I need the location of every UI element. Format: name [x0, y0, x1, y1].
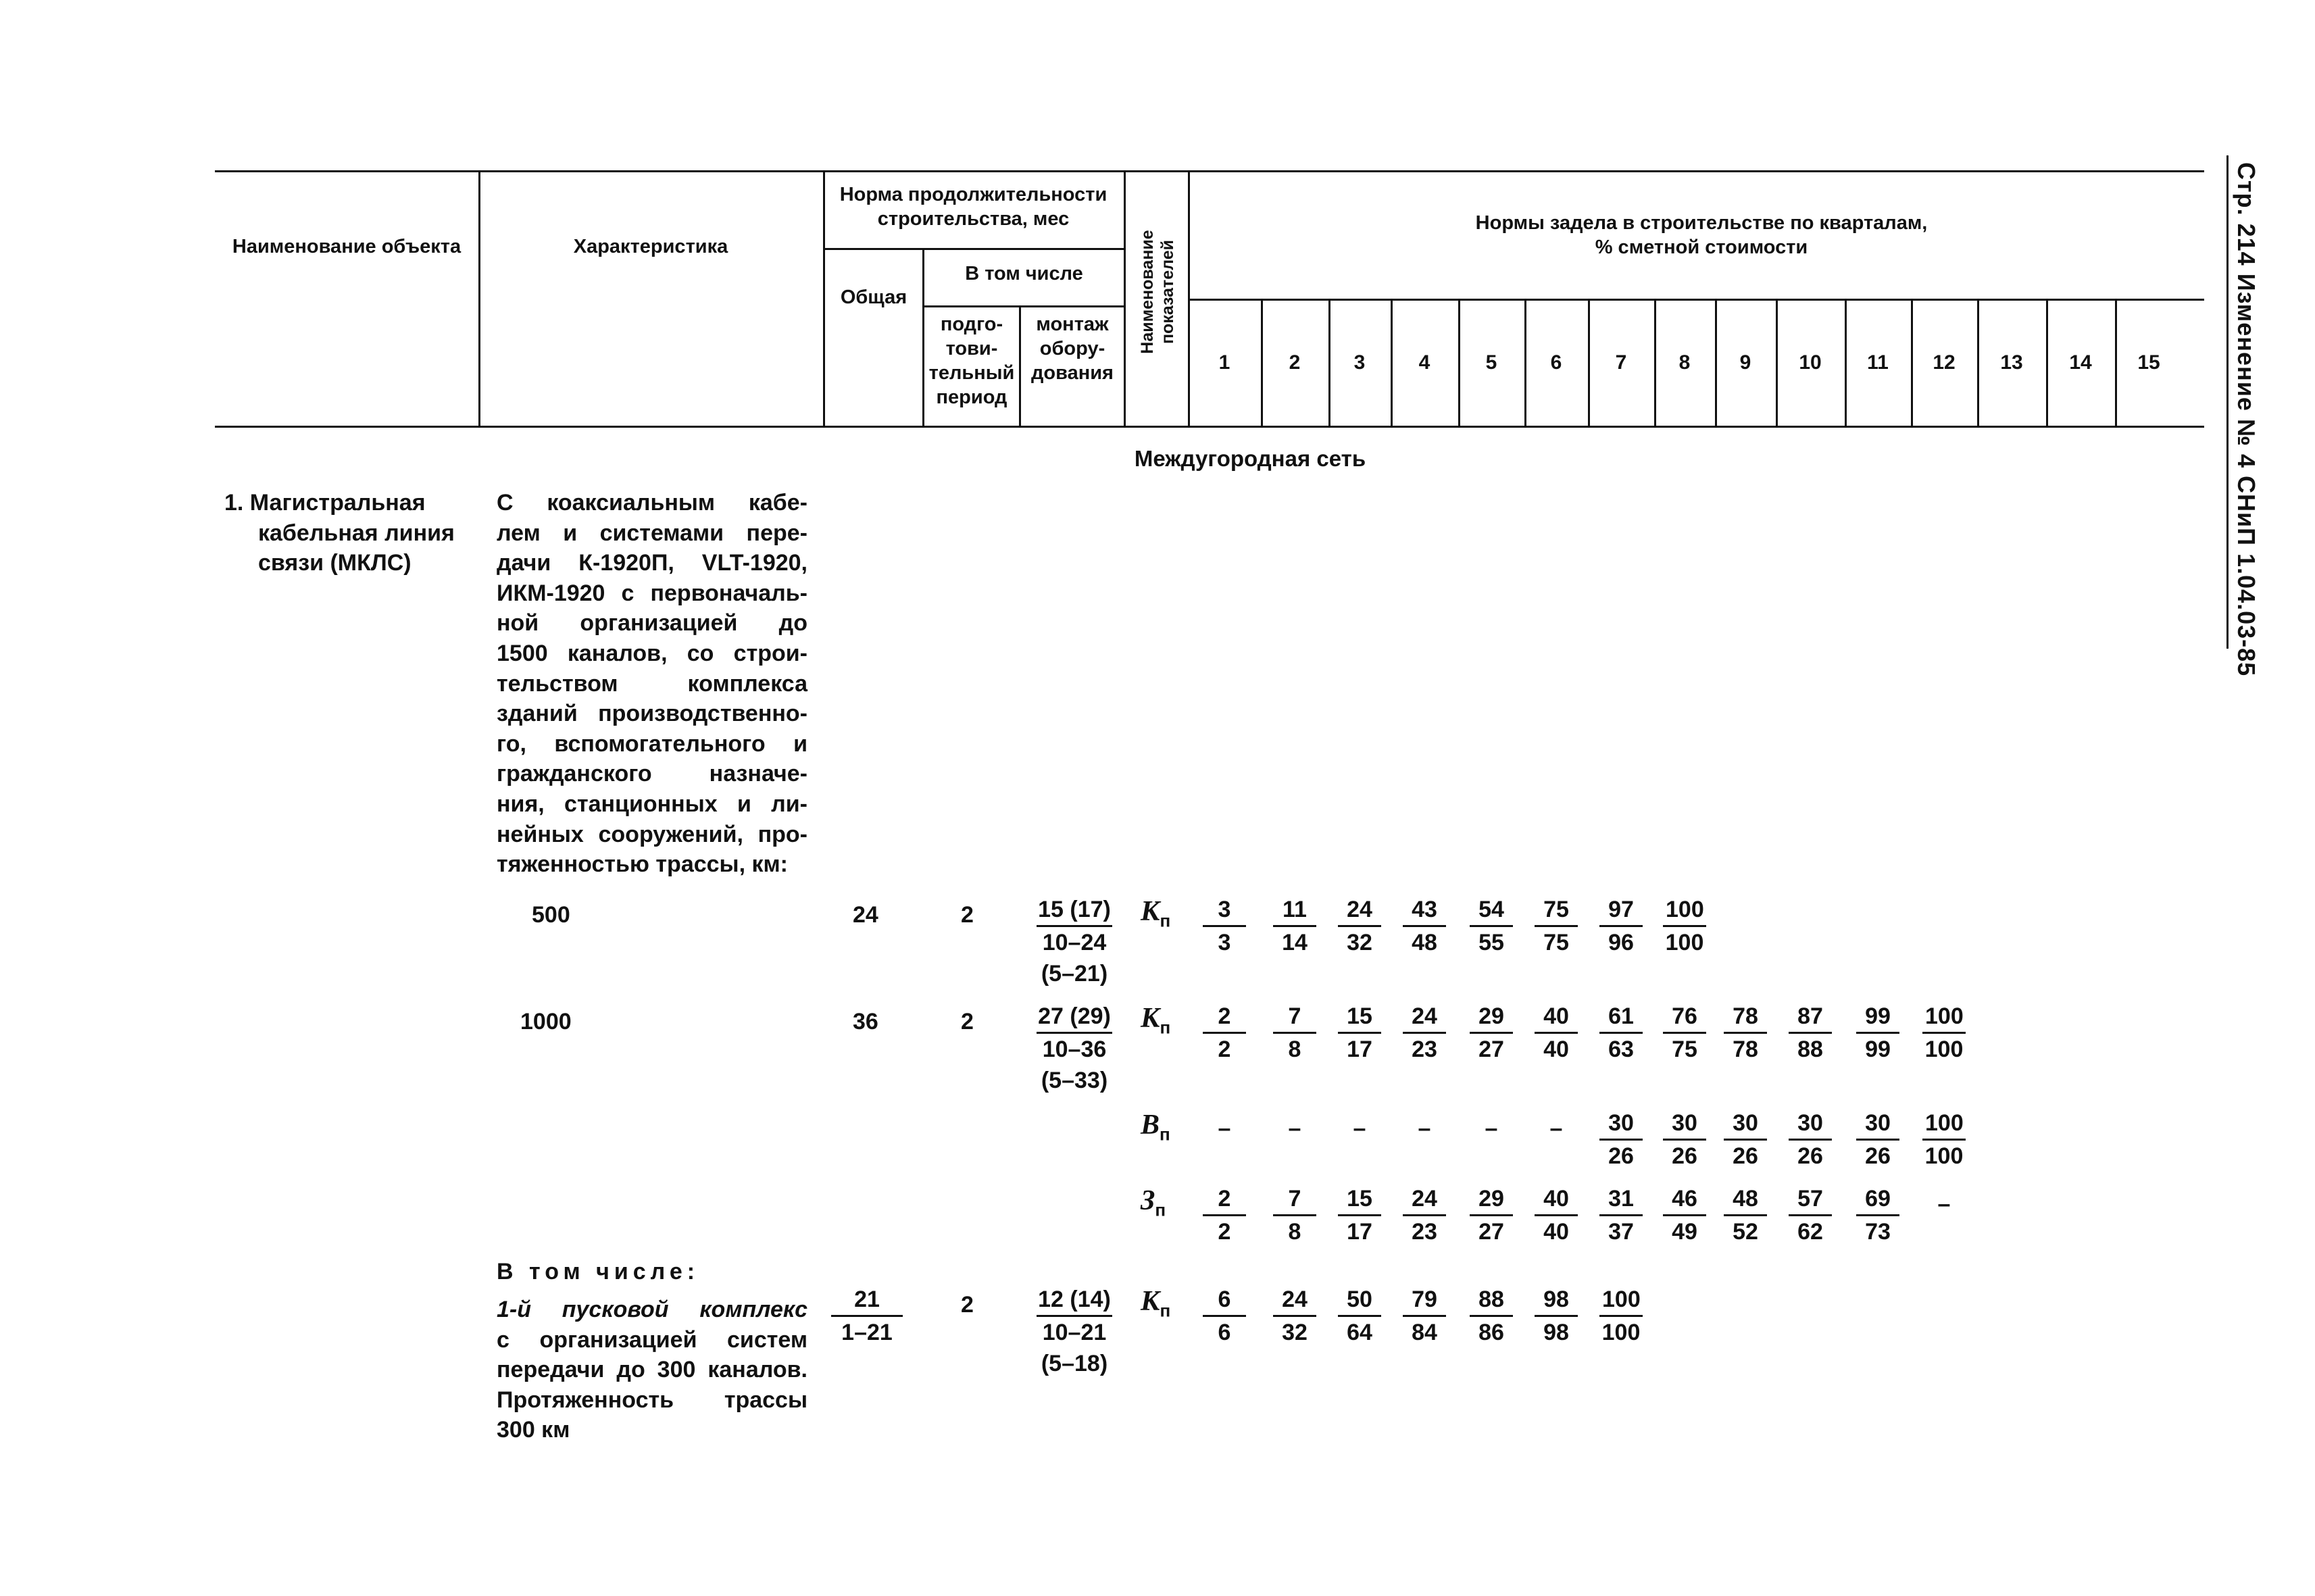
fraction-numerator: 2 — [1203, 1183, 1246, 1216]
characteristic-line: ИКМ-1920 с первоначаль- — [497, 580, 807, 606]
mount-duration — [1020, 1284, 1128, 1379]
fraction-numerator: 40 — [1535, 1001, 1578, 1034]
quarter-number: 15 — [2137, 351, 2160, 374]
indicator-subscript: п — [1155, 1199, 1166, 1220]
side-running-title — [2199, 162, 2260, 677]
side-rule — [2226, 155, 2229, 649]
fraction-denominator: 52 — [1733, 1219, 1758, 1245]
fraction-numerator: 98 — [1535, 1284, 1578, 1317]
indicator-label: $К_п$ — [1141, 1003, 1171, 1038]
fraction — [1395, 1284, 1454, 1348]
indicator-subscript: п — [1160, 910, 1171, 931]
fraction — [1781, 1107, 1840, 1172]
fraction-denominator: 63 — [1608, 1037, 1634, 1062]
fraction-denominator: 62 — [1797, 1219, 1823, 1245]
fraction — [1848, 1107, 1908, 1172]
fraction — [1462, 1284, 1521, 1348]
fraction-denominator: 26 — [1672, 1143, 1697, 1169]
characteristic-line: тельством комплекса — [497, 670, 807, 697]
fraction — [1462, 894, 1521, 958]
characteristic-line: лем и системами пере- — [497, 520, 807, 546]
fraction — [1265, 1001, 1324, 1065]
mount-top: 12 (14) — [1037, 1284, 1112, 1317]
fraction — [1848, 1183, 1908, 1247]
fraction-denominator: 26 — [1608, 1143, 1634, 1169]
prep-duration: 2 — [961, 902, 974, 928]
fraction-denominator: 32 — [1282, 1320, 1308, 1345]
fraction — [1781, 1183, 1840, 1247]
fraction-denominator: 75 — [1543, 930, 1569, 955]
fraction-denominator: 6 — [1218, 1320, 1231, 1345]
fraction — [1848, 1001, 1908, 1065]
fraction-numerator: 24 — [1273, 1284, 1316, 1317]
fraction-numerator: 61 — [1599, 1001, 1643, 1034]
fraction — [1914, 1001, 1974, 1065]
fraction — [1716, 1183, 1775, 1247]
table-header — [215, 170, 2204, 427]
fraction — [1395, 1183, 1454, 1247]
fraction-denominator: 98 — [1543, 1320, 1569, 1345]
mount-duration — [1020, 894, 1128, 989]
indicator-label: $В_п$ — [1141, 1109, 1170, 1145]
fraction — [1462, 1183, 1521, 1247]
fraction-denominator: 55 — [1478, 930, 1504, 955]
fraction-numerator: 24 — [1403, 1183, 1446, 1216]
fraction-numerator: 69 — [1856, 1183, 1899, 1216]
indicator-subscript: п — [1160, 1124, 1170, 1145]
fraction-denominator: 40 — [1543, 1219, 1569, 1245]
fraction — [1591, 894, 1651, 958]
quarter-number: 12 — [1933, 351, 1956, 374]
fraction-denominator: 84 — [1412, 1320, 1437, 1345]
fraction-numerator: 48 — [1724, 1183, 1767, 1216]
fraction-denominator: 32 — [1347, 930, 1372, 955]
fraction-numerator: 6 — [1203, 1284, 1246, 1317]
header-indicators: Наименование показателей — [1138, 230, 1177, 354]
total-duration: 24 — [853, 902, 878, 928]
fraction — [1195, 894, 1254, 958]
col-divider — [1124, 170, 1126, 427]
fraction-denominator: 14 — [1282, 930, 1308, 955]
fraction-numerator: 15 — [1338, 1001, 1381, 1034]
quarter-number: 9 — [1739, 351, 1751, 374]
fraction-numerator: 43 — [1403, 894, 1446, 927]
quarter-number: 13 — [2000, 351, 2023, 374]
fraction — [1526, 1284, 1586, 1348]
including-label: В том числе: — [497, 1259, 700, 1285]
fraction-denominator: 3 — [1218, 930, 1231, 955]
fraction-denominator: 78 — [1733, 1037, 1758, 1062]
fraction — [1265, 1284, 1324, 1348]
header-mount: монтаж обору- дования — [1031, 314, 1114, 384]
quarter-number: 8 — [1678, 351, 1691, 374]
fraction — [1591, 1284, 1651, 1348]
characteristic-line: нейных сооружений, про- — [497, 821, 807, 847]
characteristic-line: С коаксиальным кабе- — [497, 490, 807, 516]
fraction-numerator: 54 — [1470, 894, 1513, 927]
col-divider — [478, 170, 480, 427]
fraction-denominator: 26 — [1865, 1143, 1891, 1169]
fraction — [1395, 894, 1454, 958]
sub-object-line: 1-й пусковой комплекс — [497, 1297, 807, 1322]
fraction — [1330, 1001, 1389, 1065]
fraction-denominator: 49 — [1672, 1219, 1697, 1245]
fraction — [1655, 1001, 1714, 1065]
fraction-numerator: 30 — [1789, 1107, 1832, 1141]
fraction-denominator: 2 — [1218, 1219, 1231, 1245]
fraction-numerator: 99 — [1856, 1001, 1899, 1034]
fraction — [1195, 1183, 1254, 1247]
fraction-denominator: 37 — [1608, 1219, 1634, 1245]
fraction — [1265, 894, 1324, 958]
dash-value: – — [1353, 1116, 1366, 1141]
fraction — [1591, 1183, 1651, 1247]
sub-object-line: Протяженность трассы — [497, 1387, 807, 1413]
dash-value: – — [1218, 1116, 1231, 1141]
section-title: Междугородная сеть — [1134, 446, 1366, 471]
fraction-denominator: 88 — [1797, 1037, 1823, 1062]
mount-extra: (5–33) — [1041, 1068, 1108, 1093]
fraction-numerator: 30 — [1724, 1107, 1767, 1141]
fraction-numerator: 76 — [1663, 1001, 1706, 1034]
dash-value: – — [1549, 1116, 1563, 1141]
fraction-denominator: 23 — [1412, 1219, 1437, 1245]
prep-duration: 2 — [961, 1009, 974, 1034]
fraction-numerator: 100 — [1922, 1107, 1966, 1141]
quarter-number: 10 — [1799, 351, 1822, 374]
header-top-rule — [215, 170, 2204, 172]
indicator-label: $З_п$ — [1141, 1185, 1166, 1220]
route-length: 1000 — [520, 1009, 572, 1034]
characteristic-line: гражданского назначе- — [497, 761, 807, 787]
fraction-numerator: 3 — [1203, 894, 1246, 927]
fraction-numerator: 78 — [1724, 1001, 1767, 1034]
quarter-number: 14 — [2069, 351, 2092, 374]
fraction-numerator: 29 — [1470, 1001, 1513, 1034]
characteristic-line: го, вспомогательного и — [497, 730, 807, 757]
fraction — [1781, 1001, 1840, 1065]
dash-value: – — [1288, 1116, 1301, 1141]
col-divider — [823, 170, 825, 427]
characteristic-line: 1500 каналов, со строи- — [497, 640, 807, 666]
indicator-label: $К_п$ — [1141, 896, 1171, 931]
header-total: Общая — [840, 286, 907, 308]
fraction-denominator: 86 — [1478, 1320, 1504, 1345]
object-name — [224, 488, 468, 578]
header-duration: Норма продолжительности строительства, мес — [839, 184, 1107, 230]
sub-object-line: передачи до 300 каналов. — [497, 1357, 807, 1383]
header-prep: подго- тови- тельный период — [928, 314, 1015, 408]
fraction — [1591, 1107, 1651, 1172]
header-characteristic: Характеристика — [573, 236, 728, 257]
characteristic-line: дачи К-1920П, VLT-1920, — [497, 550, 807, 576]
fraction — [1655, 894, 1714, 958]
quarter-number: 1 — [1218, 351, 1230, 374]
fraction-denominator: 75 — [1672, 1037, 1697, 1062]
quarter-number: 4 — [1418, 351, 1430, 374]
fraction-denominator: 100 — [1924, 1037, 1964, 1062]
fraction — [1195, 1001, 1254, 1065]
fraction-denominator: 27 — [1478, 1037, 1504, 1062]
total-duration: 36 — [853, 1009, 878, 1034]
fraction-numerator: 100 — [1922, 1001, 1966, 1034]
characteristic-line: ной организацией до — [497, 610, 807, 637]
header-including: В том числе — [965, 263, 1083, 284]
fraction-denominator: 8 — [1288, 1219, 1301, 1245]
characteristic-line: тяженностью трассы, км: — [497, 851, 788, 878]
fraction-numerator: 15 — [1338, 1183, 1381, 1216]
prep-duration: 2 — [961, 1292, 974, 1318]
characteristic-line: ния, станционных и ли- — [497, 791, 807, 817]
header-name: Наименование объекта — [232, 236, 462, 257]
fraction — [1330, 1284, 1389, 1348]
mount-top: 15 (17) — [1037, 894, 1112, 927]
fraction — [1330, 894, 1389, 958]
quarter-number: 7 — [1615, 351, 1627, 374]
fraction-numerator: 40 — [1535, 1183, 1578, 1216]
fraction — [1265, 1183, 1324, 1247]
fraction-denominator: 100 — [1601, 1320, 1641, 1345]
fraction — [1591, 1001, 1651, 1065]
object-name-line: 1. Магистральная — [224, 490, 426, 516]
fraction-denominator: 1–21 — [841, 1320, 893, 1345]
quarter-cells — [1188, 299, 2204, 427]
fraction-numerator: 100 — [1663, 894, 1706, 927]
fraction-numerator: 7 — [1273, 1183, 1316, 1216]
quarter-number: 6 — [1550, 351, 1562, 374]
fraction-numerator: 88 — [1470, 1284, 1513, 1317]
fraction-denominator: 96 — [1608, 930, 1634, 955]
fraction — [1716, 1001, 1775, 1065]
fraction — [1526, 1183, 1586, 1247]
sub-object-line: 300 км — [497, 1417, 570, 1443]
fraction-denominator: 27 — [1478, 1219, 1504, 1245]
fraction-numerator: 2 — [1203, 1001, 1246, 1034]
side-title-text: Стр. 214 Изменение № 4 СНиП 1.04.03-85 — [2233, 162, 2260, 677]
fraction — [1526, 894, 1586, 958]
fraction-numerator: 75 — [1535, 894, 1578, 927]
fraction-numerator: 50 — [1338, 1284, 1381, 1317]
mount-bottom: 10–36 — [1042, 1037, 1107, 1062]
fraction-denominator: 23 — [1412, 1037, 1437, 1062]
quarter-number: 2 — [1289, 351, 1301, 374]
fraction-denominator: 73 — [1865, 1219, 1891, 1245]
dash-value: – — [1937, 1191, 1951, 1217]
indicator-subscript: п — [1160, 1300, 1171, 1321]
object-name-line: связи (МКЛС) — [258, 550, 412, 576]
fraction-numerator: 31 — [1599, 1183, 1643, 1216]
fraction — [1716, 1107, 1775, 1172]
dash-value: – — [1485, 1116, 1498, 1141]
fraction-denominator: 2 — [1218, 1037, 1231, 1062]
dash-value: – — [1418, 1116, 1431, 1141]
fraction-numerator: 79 — [1403, 1284, 1446, 1317]
fraction-numerator: 11 — [1273, 894, 1316, 927]
fraction-numerator: 29 — [1470, 1183, 1513, 1216]
fraction — [1395, 1001, 1454, 1065]
fraction — [1526, 1001, 1586, 1065]
fraction-numerator: 24 — [1403, 1001, 1446, 1034]
quarter-number: 11 — [1867, 351, 1889, 374]
mount-top: 27 (29) — [1037, 1001, 1112, 1034]
object-name-line: кабельная линия — [258, 520, 455, 546]
fraction — [1462, 1001, 1521, 1065]
object-characteristic — [497, 488, 807, 880]
fraction-numerator: 7 — [1273, 1001, 1316, 1034]
mount-extra: (5–21) — [1041, 961, 1108, 987]
mount-bottom: 10–24 — [1042, 930, 1107, 955]
mount-bottom: 10–21 — [1042, 1320, 1107, 1345]
fraction-denominator: 48 — [1412, 930, 1437, 955]
fraction-numerator: 30 — [1599, 1107, 1643, 1141]
fraction-denominator: 40 — [1543, 1037, 1569, 1062]
fraction-numerator: 87 — [1789, 1001, 1832, 1034]
quarter-number: 5 — [1485, 351, 1497, 374]
sub-object-line: с организацией систем — [497, 1326, 807, 1353]
fraction-numerator: 97 — [1599, 894, 1643, 927]
fraction-denominator: 26 — [1797, 1143, 1823, 1169]
duration-rule — [823, 248, 1124, 250]
header-backlog: Нормы задела в строительстве по кварталам, % сметной стоимости — [1475, 212, 1928, 258]
route-length: 500 — [532, 902, 570, 928]
characteristic-line: зданий производственно- — [497, 701, 807, 727]
fraction-numerator: 24 — [1338, 894, 1381, 927]
indicator-label: $К_п$ — [1141, 1286, 1171, 1321]
fraction-numerator: 21 — [831, 1284, 903, 1317]
mount-extra: (5–18) — [1041, 1351, 1108, 1376]
fraction — [823, 1284, 911, 1348]
fraction-numerator: 57 — [1789, 1183, 1832, 1216]
fraction-denominator: 17 — [1347, 1219, 1372, 1245]
fraction-denominator: 17 — [1347, 1037, 1372, 1062]
fraction-numerator: 30 — [1663, 1107, 1706, 1141]
including-rule — [922, 305, 1124, 307]
fraction-denominator: 100 — [1665, 930, 1704, 955]
fraction — [1330, 1183, 1389, 1247]
fraction — [1914, 1107, 1974, 1172]
fraction-numerator: 100 — [1599, 1284, 1643, 1317]
fraction — [1655, 1107, 1714, 1172]
fraction-denominator: 99 — [1865, 1037, 1891, 1062]
fraction-numerator: 46 — [1663, 1183, 1706, 1216]
fraction-denominator: 26 — [1733, 1143, 1758, 1169]
fraction-denominator: 8 — [1288, 1037, 1301, 1062]
indicator-subscript: п — [1160, 1017, 1171, 1038]
fraction — [1655, 1183, 1714, 1247]
fraction-numerator: 30 — [1856, 1107, 1899, 1141]
fraction-denominator: 100 — [1924, 1143, 1964, 1169]
fraction — [1195, 1284, 1254, 1348]
quarter-number: 3 — [1353, 351, 1366, 374]
mount-duration — [1020, 1001, 1128, 1096]
sub-object-title — [497, 1295, 807, 1445]
fraction-denominator: 64 — [1347, 1320, 1372, 1345]
